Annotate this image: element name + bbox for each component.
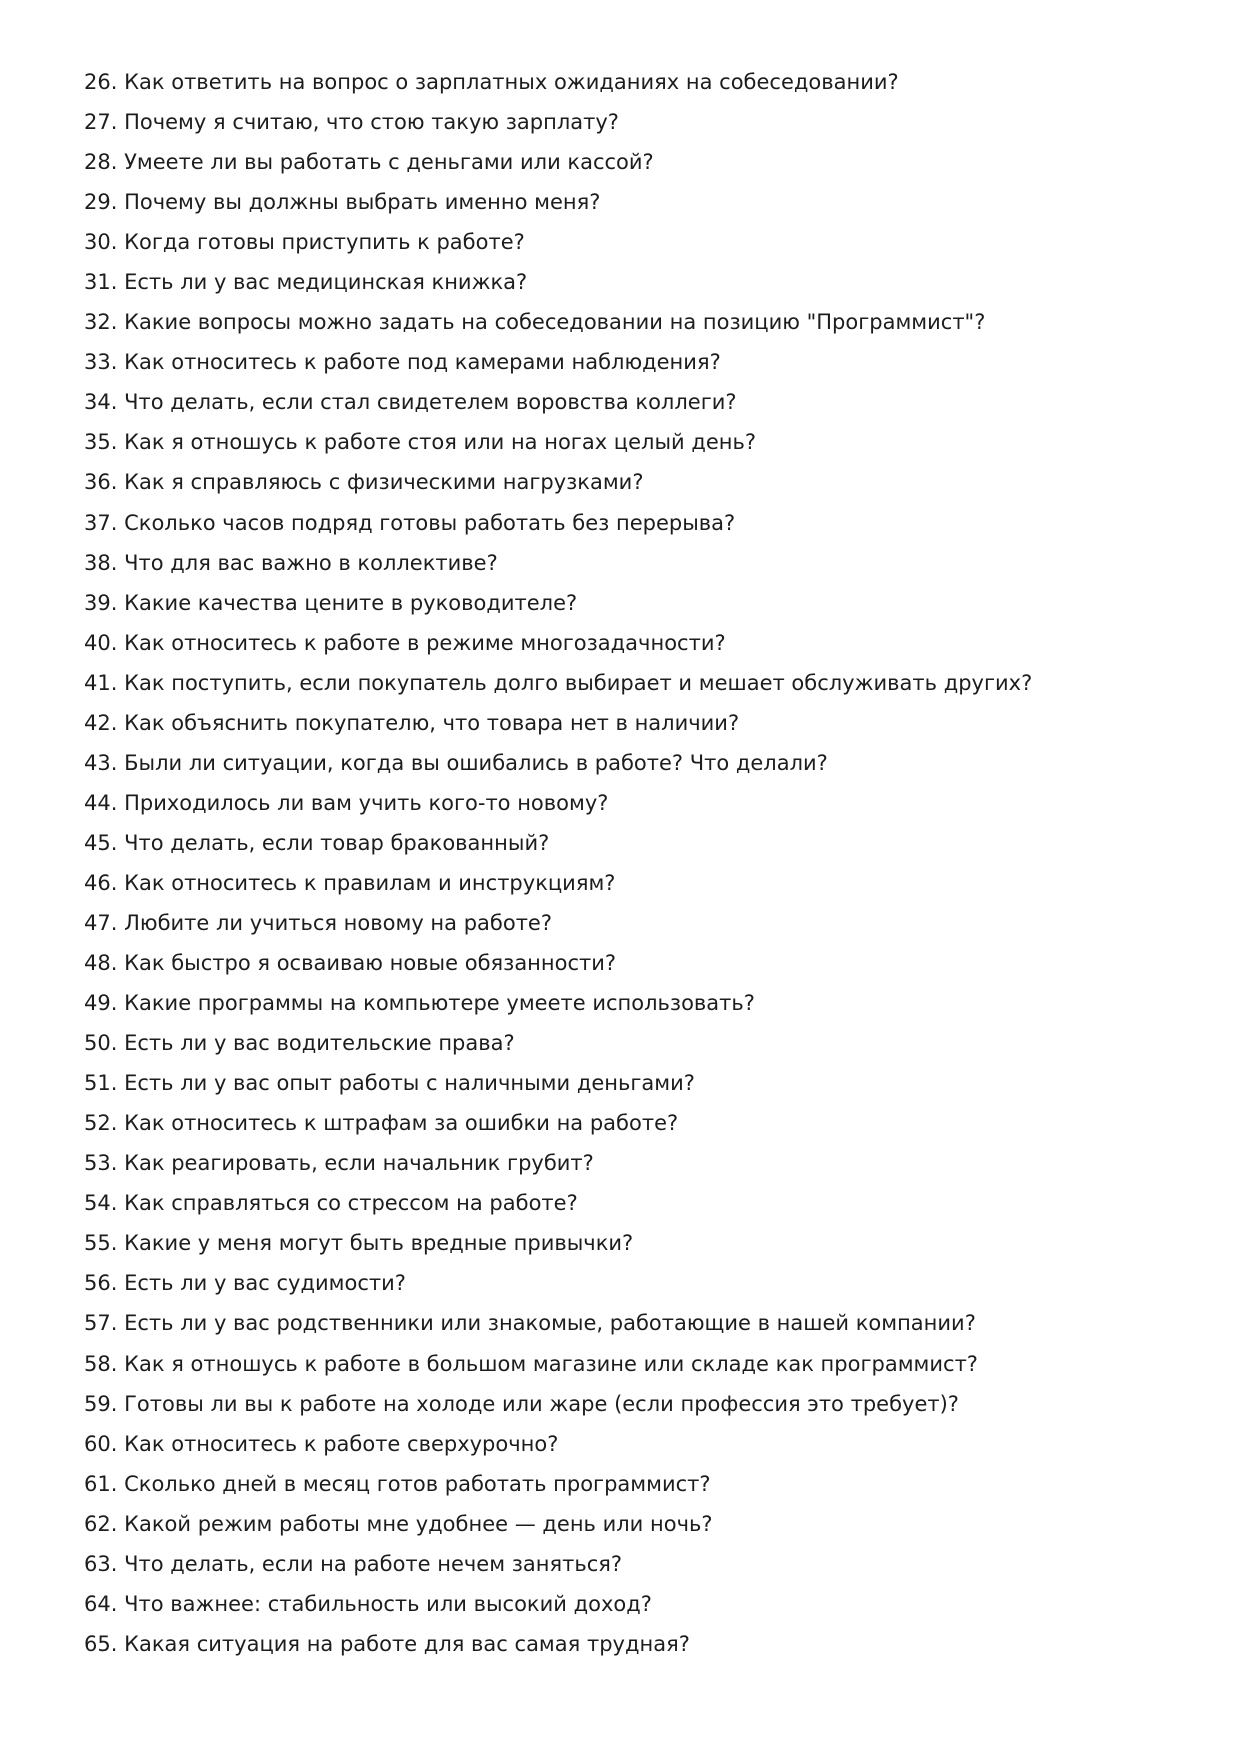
question-item [84,422,1184,462]
question-text: Как справляться со стрессом на работе? [124,1191,578,1216]
question-item [84,1103,1184,1143]
question-text: Почему я считаю, что стою такую зарплату? [124,110,619,135]
question-item [84,583,1184,623]
question-text: Сколько часов подряд готовы работать без перерыва? [124,510,736,535]
question-number: 64. [84,1591,118,1616]
question-item [84,783,1184,823]
question-text: Есть ли у вас родственники или знакомые, работающие в нашей компании? [124,1311,976,1336]
question-text: Есть ли у вас опыт работы с наличными деньгами? [124,1071,695,1096]
question-item [84,1384,1184,1424]
question-number: 49. [84,991,118,1016]
question-number: 52. [84,1111,118,1136]
question-number: 53. [84,1151,118,1176]
question-item [84,1023,1184,1063]
question-text: Какие у меня могут быть вредные привычки? [124,1231,634,1256]
question-text: Как я отношусь к работе в большом магазине или складе как программист? [124,1351,978,1376]
question-item [84,1143,1184,1183]
question-text: Как я справляюсь с физическими нагрузками? [124,470,644,495]
question-number: 33. [84,350,118,375]
question-text: Готовы ли вы к работе на холоде или жаре (если профессия это требует)? [124,1391,959,1416]
question-text: Как быстро я осваиваю новые обязанности? [124,951,617,976]
question-item [84,543,1184,583]
question-number: 48. [84,951,118,976]
question-text: Умеете ли вы работать с деньгами или кассой? [124,150,654,175]
question-number: 44. [84,790,118,815]
question-item [84,1223,1184,1263]
question-item [84,1303,1184,1343]
question-number: 36. [84,470,118,495]
question-list [84,62,1184,1664]
question-item [84,1344,1184,1384]
question-text: Как ответить на вопрос о зарплатных ожиданиях на собеседовании? [124,70,899,94]
question-text: Как относитесь к работе под камерами наблюдения? [124,350,721,375]
question-number: 43. [84,750,118,775]
question-number: 38. [84,550,118,575]
question-number: 35. [84,430,118,455]
question-item [84,943,1184,983]
question-item [84,1584,1184,1624]
question-item [84,342,1184,382]
question-text: Что для вас важно в коллективе? [124,550,498,575]
question-text: Какие качества цените в руководителе? [124,590,578,615]
question-item [84,1263,1184,1303]
question-item [84,102,1184,142]
question-number: 63. [84,1551,118,1576]
question-number: 46. [84,870,118,895]
question-number: 61. [84,1471,118,1496]
question-item [84,903,1184,943]
question-item [84,503,1184,543]
question-number: 58. [84,1351,118,1376]
question-text: Есть ли у вас судимости? [124,1271,406,1296]
question-text: Есть ли у вас водительские права? [124,1031,515,1056]
question-item [84,823,1184,863]
question-number: 62. [84,1511,118,1536]
question-item [84,1464,1184,1504]
question-item [84,262,1184,302]
question-text: Как относитесь к правилам и инструкциям? [124,870,616,895]
question-number: 26. [84,70,118,94]
question-item [84,62,1184,102]
question-number: 51. [84,1071,118,1096]
question-item [84,222,1184,262]
question-text: Как относитесь к штрафам за ошибки на работе? [124,1111,679,1136]
question-number: 28. [84,150,118,175]
question-number: 29. [84,190,118,215]
question-item [84,743,1184,783]
question-item [84,623,1184,663]
question-number: 65. [84,1631,118,1656]
question-number: 47. [84,910,118,935]
question-text: Какая ситуация на работе для вас самая трудная? [124,1631,690,1656]
question-number: 55. [84,1231,118,1256]
question-number: 31. [84,270,118,295]
question-text: Любите ли учиться новому на работе? [124,910,552,935]
question-text: Приходилось ли вам учить кого-то новому? [124,790,609,815]
question-item [84,983,1184,1023]
question-text: Как относитесь к работе в режиме многозадачности? [124,630,726,655]
question-number: 42. [84,710,118,735]
question-number: 40. [84,630,118,655]
question-item [84,1063,1184,1103]
question-number: 50. [84,1031,118,1056]
question-number: 32. [84,310,118,335]
question-item [84,462,1184,502]
question-item [84,703,1184,743]
question-text: Почему вы должны выбрать именно меня? [124,190,601,215]
question-number: 57. [84,1311,118,1336]
question-text: Что важнее: стабильность или высокий доход? [124,1591,652,1616]
question-item [84,382,1184,422]
question-text: Как относитесь к работе сверхурочно? [124,1431,559,1456]
question-item [84,1544,1184,1584]
question-number: 30. [84,230,118,255]
question-item [84,302,1184,342]
question-number: 54. [84,1191,118,1216]
question-text: Какие вопросы можно задать на собеседовании на позицию "Программист"? [124,310,986,335]
question-item [84,1424,1184,1464]
question-number: 27. [84,110,118,135]
question-item [84,863,1184,903]
question-number: 34. [84,390,118,415]
question-item [84,1624,1184,1664]
question-text: Как я отношусь к работе стоя или на ногах целый день? [124,430,757,455]
question-text: Как поступить, если покупатель долго выбирает и мешает обслуживать других? [124,670,1033,695]
question-text: Есть ли у вас медицинская книжка? [124,270,528,295]
question-item [84,182,1184,222]
question-text: Что делать, если на работе нечем заняться? [124,1551,623,1576]
question-text: Когда готовы приступить к работе? [124,230,525,255]
question-text: Какой режим работы мне удобнее — день или ночь? [124,1511,713,1536]
question-item [84,663,1184,703]
question-text: Как реагировать, если начальник грубит? [124,1151,594,1176]
question-text: Что делать, если стал свидетелем воровства коллеги? [124,390,737,415]
question-number: 60. [84,1431,118,1456]
question-number: 39. [84,590,118,615]
question-number: 41. [84,670,118,695]
question-text: Как объяснить покупателю, что товара нет в наличии? [124,710,740,735]
question-item [84,142,1184,182]
question-number: 37. [84,510,118,535]
question-text: Что делать, если товар бракованный? [124,830,550,855]
question-item [84,1183,1184,1223]
question-number: 56. [84,1271,118,1296]
question-item [84,1504,1184,1544]
question-number: 59. [84,1391,118,1416]
question-text: Были ли ситуации, когда вы ошибались в работе? Что делали? [124,750,828,775]
question-text: Какие программы на компьютере умеете использовать? [124,991,755,1016]
question-text: Сколько дней в месяц готов работать программист? [124,1471,711,1496]
question-number: 45. [84,830,118,855]
